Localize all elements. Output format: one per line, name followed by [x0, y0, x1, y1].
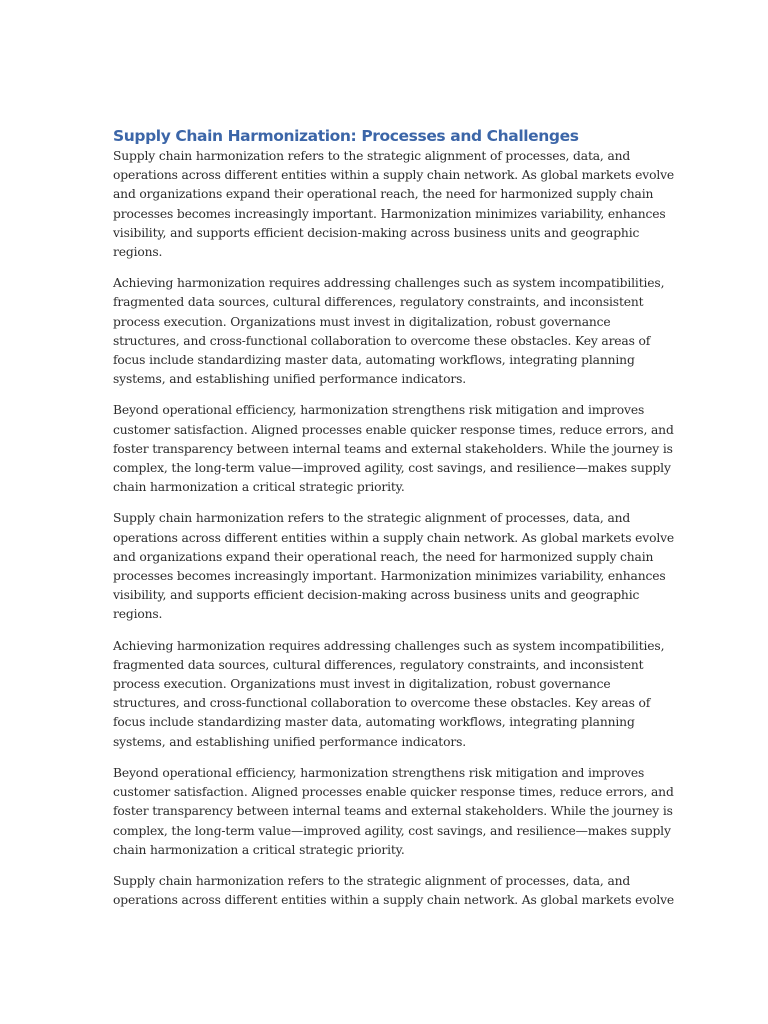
paragraph-line: visibility, and supports efficient decision-making across business units and geographic [113, 225, 640, 240]
paragraph-line: Achieving harmonization requires addressing challenges such as system incompatibilities, [113, 638, 665, 653]
paragraph-line: process execution. Organizations must invest in digitalization, robust governance [113, 314, 611, 329]
paragraph-line: focus include standardizing master data, automating workflows, integrating planning [113, 715, 635, 730]
paragraph-line: regions. [113, 245, 163, 260]
paragraph-line: chain harmonization a critical strategic priority. [113, 480, 405, 495]
paragraph-line: visibility, and supports efficient decision-making across business units and geographic [113, 588, 640, 603]
paragraph-line: process execution. Organizations must invest in digitalization, robust governance [113, 677, 611, 692]
paragraph-line: fragmented data sources, cultural differences, regulatory constraints, and inconsistent [113, 295, 644, 310]
paragraph-5 [113, 637, 665, 752]
paragraph-line: customer satisfaction. Aligned processes enable quicker response times, reduce errors, and [113, 785, 674, 800]
paragraph-line: focus include standardizing master data, automating workflows, integrating planning [113, 353, 635, 368]
paragraph-7 [113, 872, 675, 910]
paragraph-line: structures, and cross-functional collaboration to overcome these obstacles. Key areas of [113, 333, 651, 348]
paragraph-1 [113, 147, 675, 262]
paragraph-line: Beyond operational efficiency, harmonization strengthens risk mitigation and improves [113, 403, 645, 418]
paragraph-line: and organizations expand their operational reach, the need for harmonized supply chain [113, 187, 654, 202]
paragraph-line: systems, and establishing unified performance indicators. [113, 734, 466, 749]
paragraph-line: chain harmonization a critical strategic priority. [113, 842, 405, 857]
paragraph-line: foster transparency between internal teams and external stakeholders. While the journey is [113, 441, 673, 456]
paragraph-line: complex, the long-term value—improved agility, cost savings, and resilience—makes supply [113, 461, 671, 476]
paragraph-line: processes becomes increasingly important. Harmonization minimizes variability, enhances [113, 206, 666, 221]
paragraph-line: Beyond operational efficiency, harmonization strengthens risk mitigation and improves [113, 765, 645, 780]
paragraph-line: operations across different entities within a supply chain network. As global markets evolve [113, 530, 675, 545]
paragraph-6 [113, 764, 674, 860]
paragraph-line: complex, the long-term value—improved agility, cost savings, and resilience—makes supply [113, 823, 671, 838]
document-title: Supply Chain Harmonization: Processes and Challenges [113, 127, 579, 145]
paragraph-line: operations across different entities within a supply chain network. As global markets evolve [113, 893, 675, 908]
paragraph-line: Supply chain harmonization refers to the strategic alignment of processes, data, and [113, 149, 631, 163]
paragraph-line: Achieving harmonization requires addressing challenges such as system incompatibilities, [113, 276, 665, 291]
paragraph-3 [113, 401, 674, 497]
paragraph-line: foster transparency between internal teams and external stakeholders. While the journey is [113, 804, 673, 819]
document-body [113, 125, 675, 922]
paragraph-line: Supply chain harmonization refers to the strategic alignment of processes, data, and [113, 511, 631, 526]
paragraph-line: operations across different entities within a supply chain network. As global markets evolve [113, 168, 675, 183]
paragraph-line: structures, and cross-functional collaboration to overcome these obstacles. Key areas of [113, 696, 651, 711]
paragraph-4 [113, 509, 675, 624]
paragraph-line: systems, and establishing unified performance indicators. [113, 372, 466, 387]
paragraph-line: processes becomes increasingly important. Harmonization minimizes variability, enhances [113, 569, 666, 584]
paragraph-line: fragmented data sources, cultural differences, regulatory constraints, and inconsistent [113, 657, 644, 672]
paragraph-line: and organizations expand their operational reach, the need for harmonized supply chain [113, 549, 654, 564]
paragraph-line: regions. [113, 607, 163, 622]
paragraph-2 [113, 274, 665, 389]
paragraph-line: customer satisfaction. Aligned processes enable quicker response times, reduce errors, and [113, 422, 674, 437]
paragraph-line: Supply chain harmonization refers to the strategic alignment of processes, data, and [113, 873, 631, 888]
